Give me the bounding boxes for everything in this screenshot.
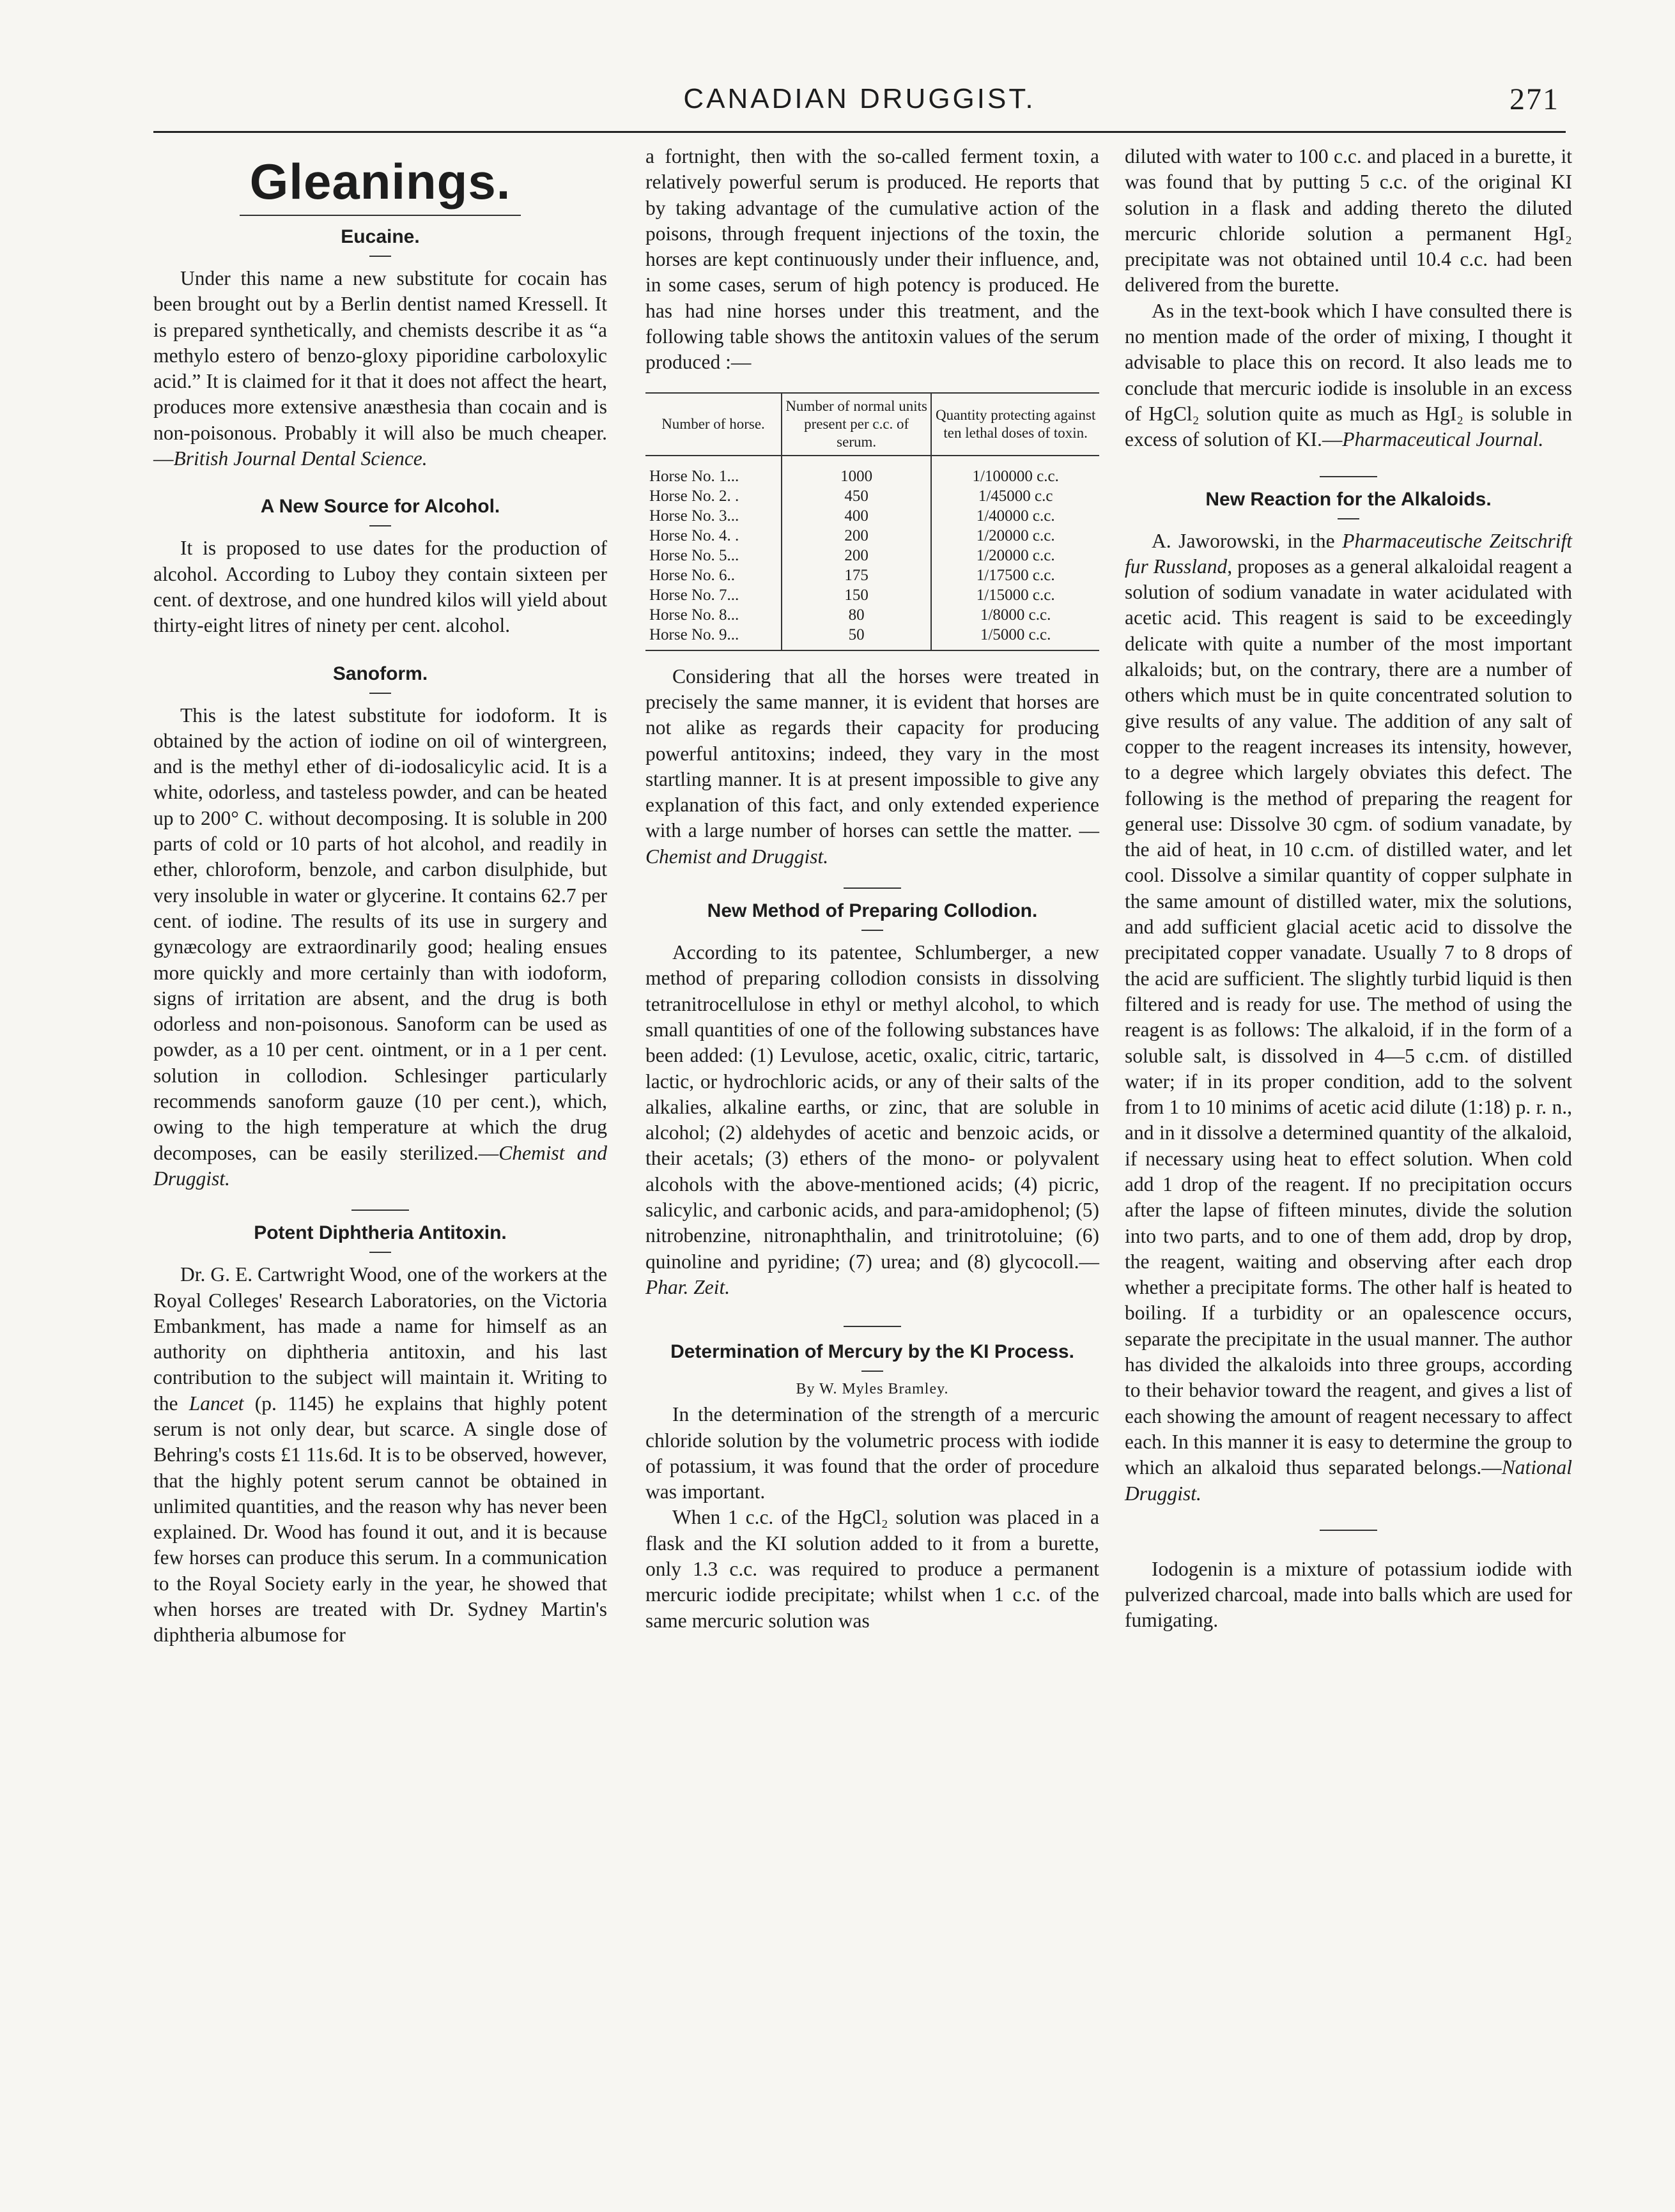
column-3 [1125,144,1572,1634]
units-cell: 175 [782,565,931,585]
source-citation: Phar. Zeit. [645,1275,730,1298]
source-citation: National Druggist. [1125,1456,1572,1505]
table-row [645,585,1099,605]
article-body-sanoform: This is the latest substitute for iodoform. It is obtained by the action of iodine on oil of wintergreen, and is the methyl ether of di-iodosalicylic acid. It is a white, odorless, and tasteless powder, and can be heated up to 200° C. without decomposing. It is soluble in 200 parts of cold or 10 parts of hot alcohol, and readily in ether, chloroform, benzole, and carbon disulphide, but very insoluble in water or glycerine. It contains 62.7 per cent. of iodine. The results of its use in surgery and gynæcology are extraordinarily good; healing ensues more quickly and more certainly than with iodoform, signs of irritation are absent, and the drug is both odorless and non-poisonous. Sanoform can be used as powder, as a 10 per cent. ointment, or in a 1 per cent. solution in collodion. Schlesinger particularly recommends sanoform gauze (10 per cent.), which, owing to the high temperature at which the drug decomposes, can be easily sterilized.—Chemist and Druggist. [153,703,607,1190]
divider [369,693,391,694]
quantity-cell: 1/40000 c.c. [931,506,1099,526]
quantity-cell: 1/20000 c.c. [931,526,1099,546]
divider [369,256,391,257]
article-body-considering: Considering that all the horses were treated in precisely the same manner, it is evident that horses are not alike as regards their capacity for producing powerful antitoxins; indeed, they vary in the most startling manner. It is at present impossible to give any explanation of this fact, and only extended experience with a large number of horses can settle the matter. — Chemist and Druggist. [645,664,1099,868]
divider [844,1326,901,1327]
divider [844,887,901,889]
table-row [645,506,1099,526]
column-header: Number of horse. [645,393,782,456]
horse-cell: Horse No. 2. . [649,487,739,505]
table-row [645,526,1099,546]
units-cell: 1000 [782,456,931,486]
divider [240,215,521,216]
article-heading-collodion: New Method of Preparing Collodion. [707,900,1038,922]
article-body-mercury: In the determination of the strength of a mercuric chloride solution by the volumetric process with iodide of potassium, it was found that the order of procedure was important. [645,1403,1099,1503]
table-row [645,625,1099,650]
article-heading-alkaloids: New Reaction for the Alkaloids. [1205,488,1492,510]
table-row [645,546,1099,565]
units-cell: 200 [782,546,931,565]
units-cell: 450 [782,486,931,506]
source-citation: British Journal Dental Science. [173,447,428,470]
journal-name: Pharmaceutische Zeitschrift fur Russland [1125,529,1572,578]
horse-cell: Horse No. 6.. [649,566,736,584]
divider [861,1371,883,1372]
column-header: Number of normal units present per c.c. of serum. [782,393,931,456]
divider [861,930,883,931]
horse-cell: Horse No. 3... [649,507,739,525]
article-heading-sanoform: Sanoform. [332,663,428,684]
horse-cell: Horse No. 9... [645,625,782,650]
article-heading-eucaine: Eucaine. [341,226,420,247]
article-body-mercury-continued: As in the text-book which I have consulted there is no mention made of the order of mixing, I thought it advisable to place this on record. It also leads me to conclude that mercuric iodide is insoluble in an excess of HgCl₂ solution quite as much as HgI₂ is soluble in excess of solution of KI.—Pharmaceutical Journal. [1125,299,1572,451]
quantity-cell: 1/15000 c.c. [931,585,1099,605]
article-heading-alcohol: A New Source for Alcohol. [260,496,500,518]
table-row [645,486,1099,506]
journal-title: CANADIAN DRUGGIST. [683,83,1036,114]
quantity-cell: 1/5000 c.c. [931,625,1099,650]
units-cell: 80 [782,605,931,625]
source-citation: Pharmaceutical Journal. [1342,428,1544,451]
antitoxin-table [645,392,1099,651]
units-cell: 50 [782,625,931,650]
table-row [645,565,1099,585]
quantity-cell: 1/8000 c.c. [931,605,1099,625]
source-citation: Chemist and Druggist. [645,845,829,868]
article-body-mercury: When 1 c.c. of the HgCl₂ solution was placed in a flask and the KI solution added to it from a burette, only 1.3 c.c. was required to produce a permanent mercuric iodide precipitate; whilst when 1 c.c. of the same mercuric solution was [645,1506,1099,1632]
divider [369,525,391,526]
units-cell: 200 [782,526,931,546]
table-row [645,456,1099,486]
article-body-alkaloids: A. Jaworowski, in the Pharmaceutische Zeitschrift fur Russland, proposes as a general alkaloidal reagent a solution of sodium vanadate in water acidulated with acetic acid. This reagent is said to be exceedingly delicate with quite a number of the most important alkaloids; but, on the contrary, there are a number of others which must be in quite concentrated solution to give results of any value. The addition of any salt of copper to the reagent increases its intensity, however, to a degree which largely obviates this defect. The following is the method of preparing the reagent for general use: Dissolve 30 cgm. of sodium vanadate, by the aid of heat, in 10 c.cm. of distilled water, and let cool. Dissolve a similar quantity of copper sulphate in the same amount of distilled water, mix the solutions, and add sufficient glacial acetic acid to dissolve the precipitated copper vanadate. Usually 7 to 8 drops of the acid are sufficient. The slightly turbid liquid is then filtered and is ready for use. The method of using the reagent is as follows: The alkaloid, if in the form of a soluble salt, is dissolved in 4—5 c.cm. of distilled water; if in its proper condition, add to the solvent from 1 to 10 minims of acetic acid dilute (1:18) p. r. n., and in it dissolve a determined quantity of the alkaloid, if necessary using heat to effect solution. When cold add 1 drop of the reagent. If no precipitation occurs after the lapse of fifteen minutes, divide the solution into two parts, and to one of them add, drop by drop, the reagent, waiting and observing after each drop whether a precipitate forms. The other half is heated to boiling. If a turbidity or an opalescence occurs, separate the precipitate in the usual manner. The author has divided the alkaloids into three groups, according to their behavior toward the reagent, and gives a list of each showing the amount of reagent necessary to affect each. In this manner it is easy to determine the group to which an alkaloid thus separated belongs.—National Druggist. [1125,529,1572,1505]
quantity-cell: 1/20000 c.c. [931,546,1099,565]
source-citation: Chemist and Druggist. [153,1141,607,1190]
divider [1320,476,1377,477]
page-number: 271 [1509,82,1559,116]
column-1 [153,144,607,1648]
page-header [153,77,1566,121]
column-2 [645,144,1099,1634]
divider [1338,518,1359,519]
horse-cell: Horse No. 5... [649,546,739,564]
article-body-antitoxin-continued: a fortnight, then with the so-called ferment toxin, a relatively powerful serum is produced. He reports that by taking advantage of the cumulative action of the poisons, through frequent injections of the toxin, the horses are kept continuously under their influence, and, in some cases, serum of high potency is produced. He has had nine horses under this treatment, and the following table shows the antitoxin values of the serum produced :— [645,145,1099,374]
section-title: Gleanings. [249,153,511,210]
quantity-cell: 1/17500 c.c. [931,565,1099,585]
quantity-cell: 1/45000 c.c [931,486,1099,506]
journal-name: Lancet [189,1392,244,1415]
divider [1320,1530,1377,1531]
table-header-row [645,393,1099,456]
divider [351,1210,409,1211]
article-body-mercury-continued: diluted with water to 100 c.c. and placed in a burette, it was found that by putting 5 c.c. of the original KI solution in a flask and adding thereto the diluted mercuric chloride solution a permanent HgI₂ precipitate was not obtained until 10.4 c.c. had been delivered from the burette. [1125,145,1572,296]
units-cell: 150 [782,585,931,605]
article-body-iodogenin: Iodogenin is a mixture of potassium iodide with pulverized charcoal, made into balls which are used for fumigating. [1125,1557,1572,1632]
column-header: Quantity protecting against ten lethal doses of toxin. [931,393,1099,456]
article-body-eucaine: Under this name a new substitute for cocain has been brought out by a Berlin dentist named Kressell. It is prepared synthetically, and chemists describe it as “a methylo estero of benzo-gloxy piporidine carboloxylic acid.” It is claimed for it that it does not affect the heart, produces more extensive anæsthesia than cocain and is non-poisonous. Probably it will also be much cheaper.—British Journal Dental Science. [153,267,607,470]
table-row [645,605,1099,625]
quantity-cell: 1/100000 c.c. [931,456,1099,486]
horse-cell: Horse No. 7... [649,586,739,604]
header-rule [153,131,1566,133]
article-body-antitoxin: Dr. G. E. Cartwright Wood, one of the workers at the Royal Colleges' Research Laboratories, on the Victoria Embankment, has made a name for himself as an authority on diphtheria antitoxin, and his last contribution to the subject will maintain it. Writing to the Lancet (p. 1145) he explains that highly potent serum is not only dear, but scarce. A single dose of Behring's costs £1 11s.6d. It is to be observed, however, that the highly potent serum cannot be obtained in unlimited quantities, and the reason why has never been explained. Dr. Wood has found it out, and it is because few horses can produce this serum. In a communication to the Royal Society early in the year, he showed that when horses are treated with Dr. Sydney Martin's diphtheria albumose for [153,1263,608,1647]
article-body-collodion: According to its patentee, Schlumberger, a new method of preparing collodion consists in dissolving tetranitrocellulose in ethyl or methyl alcohol, to which small quantities of one of the following substances have been added: (1) Levulose, acetic, oxalic, citric, tartaric, lactic, or hydrochloric acids, or any of their salts of the alkalies, alkaline earths, or zinc, that are soluble in alcohol; (2) aldehydes of acetic and benzoic acids, or their acetals; (3) ethers of the mono- or polyvalent alcohols with the above-mentioned acids; (4) picric, salicylic, and carbonic acids, and para-amidophenol; (5) nitrobenzine, nitronaphthalin, and trinitrotoluine; (6) quinoline and pyridine; (7) urea; and (8) glycocoll.—Phar. Zeit. [645,941,1099,1298]
units-cell: 400 [782,506,931,526]
divider [369,1252,391,1253]
article-heading-antitoxin: Potent Diphtheria Antitoxin. [254,1222,507,1244]
article-heading-mercury: Determination of Mercury by the KI Process. [670,1341,1074,1363]
horse-cell: Horse No. 1... [649,467,739,485]
author-byline: By W. Myles Bramley. [796,1381,949,1398]
horse-cell: Horse No. 8... [649,606,739,624]
article-body-alcohol: It is proposed to use dates for the production of alcohol. According to Luboy they contain sixteen per cent. of dextrose, and one hundred kilos will yield about thirty-eight litres of ninety per cent. alcohol. [153,537,607,637]
horse-cell: Horse No. 4. . [649,526,739,544]
